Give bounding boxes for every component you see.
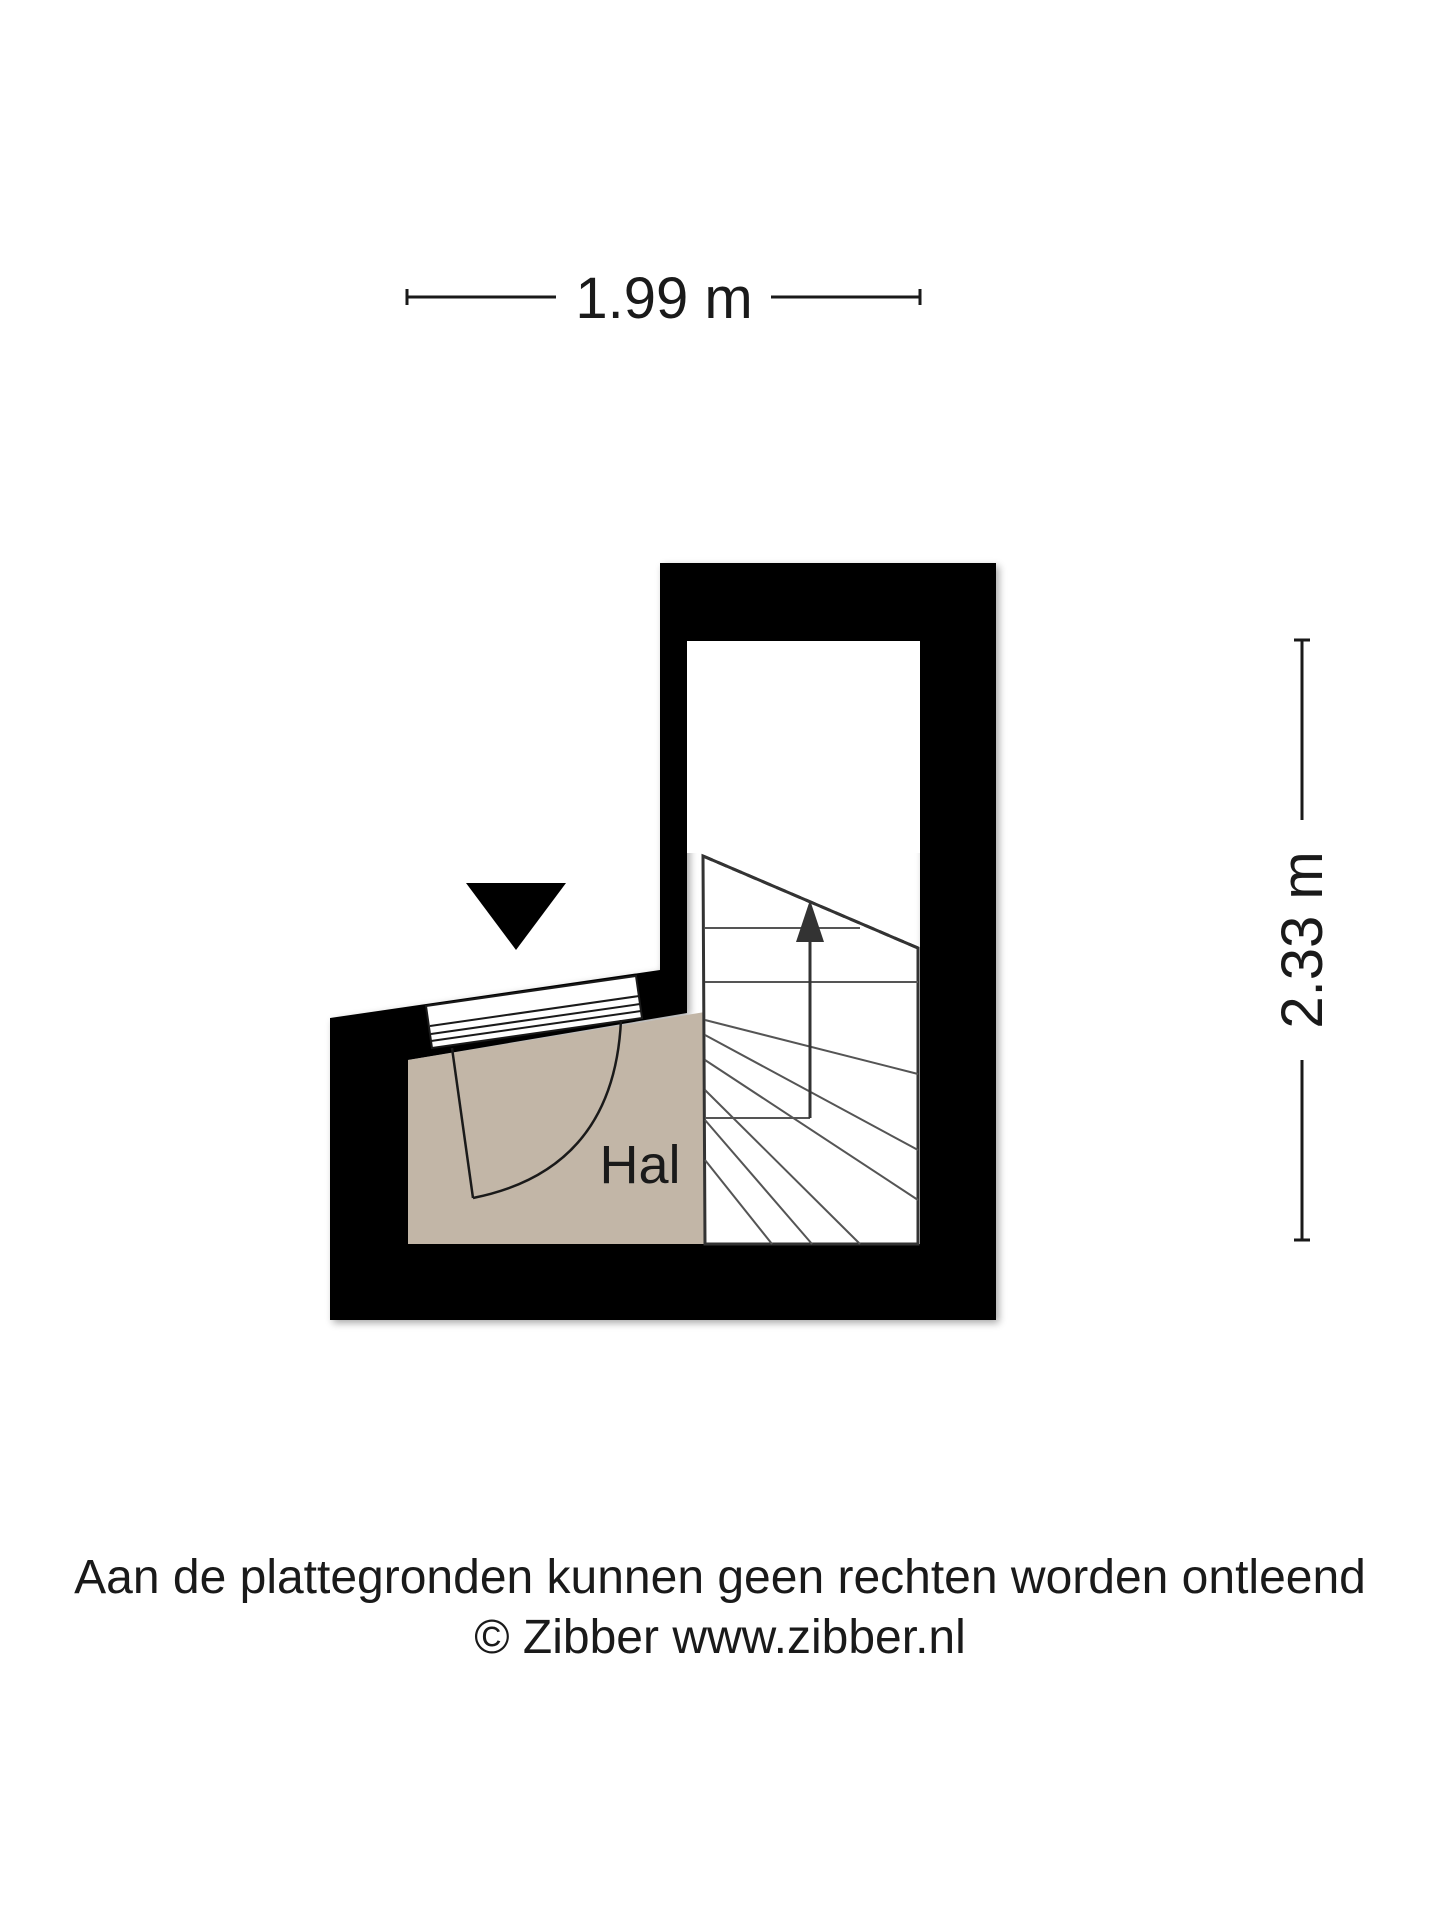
room-label-hal: Hal: [599, 1135, 681, 1195]
height-dimension: [1270, 640, 1335, 1240]
upper-room: [687, 641, 920, 853]
height-label: 2.33 m: [1270, 851, 1335, 1029]
width-label: 1.99 m: [575, 266, 753, 331]
entrance-marker-icon: [466, 883, 566, 950]
width-dimension: [407, 266, 920, 331]
footer-disclaimer: Aan de plattegronden kunnen geen rechten worden ontleend: [74, 1551, 1366, 1604]
footer-copyright: © Zibber www.zibber.nl: [474, 1611, 966, 1664]
